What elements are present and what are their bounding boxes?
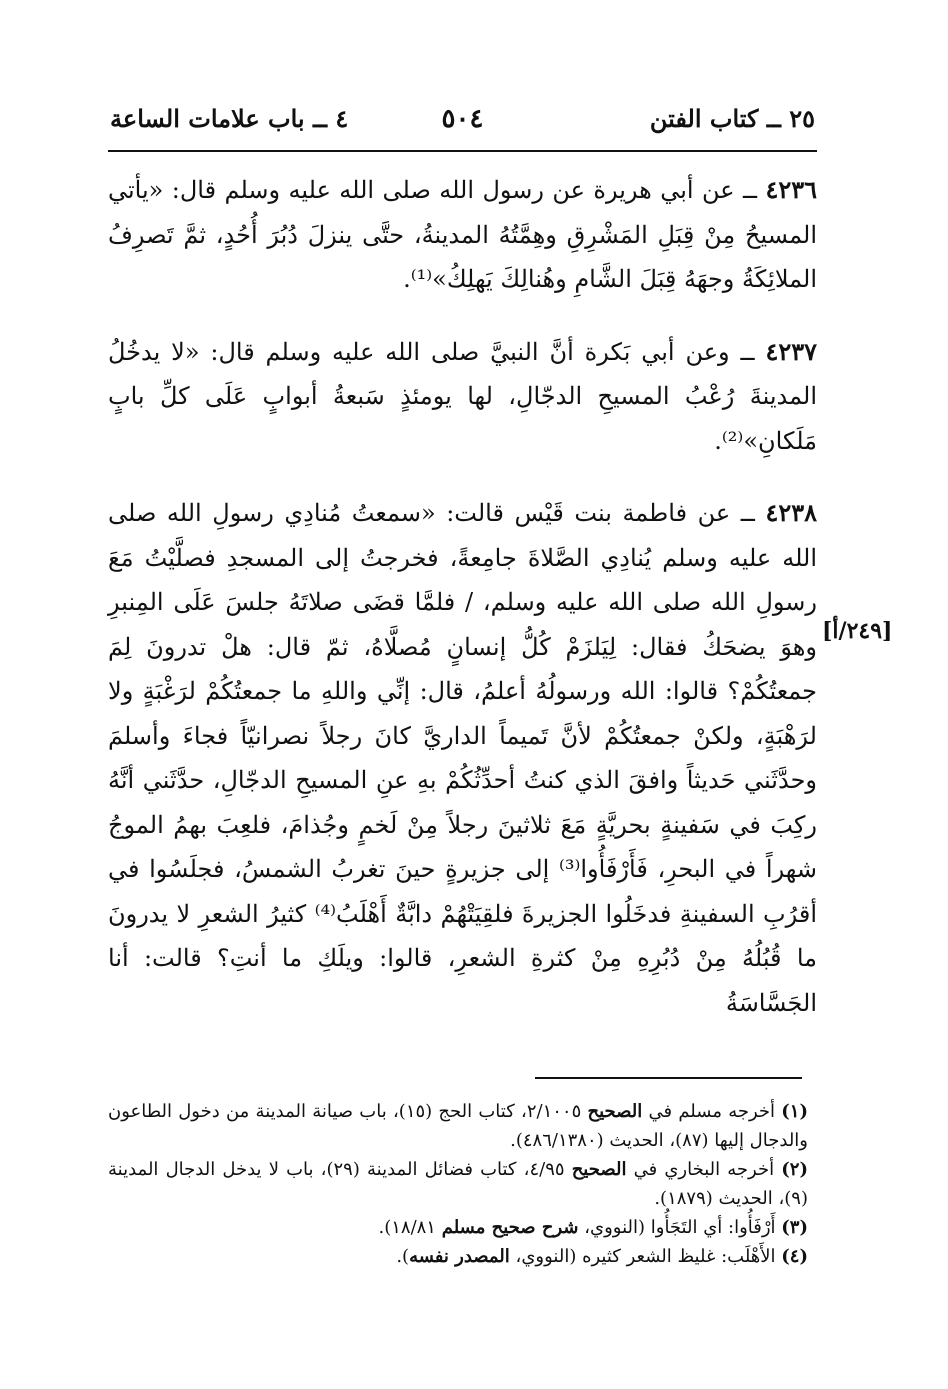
main-text (108, 168, 817, 1025)
header-divider (108, 150, 817, 152)
footnote-1: (١) أخرجه مسلم في الصحيح ٢/١٠٠٥، كتاب الحج (١٥)، باب صيانة المدينة من دخول الطاعون والدجال إليها (٨٧)، الحديث (٤٨٦/١٣٨٠). (108, 1101, 808, 1151)
running-header (110, 104, 815, 144)
chapter-title: ٢٥ ــ كتاب الفتن (649, 104, 815, 133)
footnote-3: (٣) أَرْفَأُوا: أي التَجَأُوا (النووي، شرح صحيح مسلم ١٨/٨١). (378, 1217, 808, 1238)
hadith-text: ــ عن أبي هريرة عن رسول الله صلى الله عليه وسلم قال: «يأتي المسيحُ مِنْ قِبَلِ المَشْرِقِ وهِمَّتُهُ المدينةُ، حتَّى ينزلَ دُبُرَ أُحُدٍ، ثمَّ تَصرِفُ الملائِكَةُ وجهَهُ قِبَلَ الشَّامِ وهُنالِكَ يَهلِكُ»⁽¹⁾. (108, 176, 818, 293)
footnote-number: (٤) (781, 1246, 808, 1267)
hadith-4236 (108, 168, 817, 302)
footnote-divider (535, 1077, 802, 1079)
hadith-4238 (108, 491, 817, 1025)
page-number: ٥٠٤ (441, 104, 484, 134)
footnotes (108, 1097, 808, 1271)
footnote-2: (٢) أخرجه البخاري في الصحيح ٤/٩٥، كتاب فضائل المدينة (٢٩)، باب لا يدخل الدجال المدينة (٩)، الحديث (١٨٧٩). (108, 1159, 808, 1209)
footnote-number: (١) (781, 1101, 808, 1122)
footnote-number: (٣) (781, 1217, 808, 1238)
manuscript-folio-marker: [٢٤٩/أ] (822, 618, 893, 644)
footnote-number: (٢) (781, 1159, 808, 1180)
hadith-number: ٤٢٣٦ (765, 175, 817, 204)
hadith-number: ٤٢٣٨ (765, 498, 817, 527)
hadith-4237 (108, 330, 817, 464)
footnote-4: (٤) الأَهْلَب: غليظ الشعر كثيره (النووي، المصدر نفسه). (396, 1246, 808, 1267)
hadith-text: ــ وعن أبي بَكرة أنَّ النبيَّ صلى الله عليه وسلم قال: «لا يدخُلُ المدينةَ رُعْبُ المسيحِ الدجّالِ، لها يومئذٍ سَبعةُ أبوابٍ عَلَى كلِّ بابٍ مَلَكانِ»⁽²⁾. (108, 337, 817, 455)
section-title: ٤ ــ باب علامات الساعة (110, 104, 349, 133)
hadith-text: ــ عن فاطمة بنت قَيْس قالت: «سمعتُ مُنادِي رسولِ الله صلى الله عليه وسلم يُنادِي الصَّلاةَ جامِعةً، فخرجتُ إلى المسجدِ فصلَّيْتُ مَعَ رسولِ الله صلى الله عليه وسلم، / فلمَّا قضَى صلاتَهُ جلسَ عَلَى المِنبرِ وهوَ يضحَكُ فقال: لِيَلزَمْ كُلُّ إنسانٍ مُصلَّاهُ، ثمّ قال: هلْ تدرونَ لِمَ جمعتُكُمْ؟ قالوا: الله ورسولُهُ أعلمُ، قال: إنِّي واللهِ ما جمعتُكُمْ لرَغْبَةٍ ولا لرَهْبَةٍ، ولكنْ جمعتُكُمْ لأنَّ تَميماً الداريَّ كانَ رجلاً نصرانيّاً فجاءَ وأسلمَ وحدَّثَني حَديثاً وافقَ الذي كنتُ أحدِّثُكُمْ بهِ عنِ المسيحِ الدجّالِ، حدَّثَني أنَّهُ ركِبَ في سَفينةٍ بحريَّةٍ مَعَ ثلاثينَ رجلاً مِنْ لَخمٍ وجُذامَ، فلعِبَ بهمُ الموجُ شهراً في البحرِ، فَأَرْفَأُوا⁽³⁾ إلى جزيرةٍ حينَ تغربُ الشمسُ، فجلَسُوا في أقرُبِ السفينةِ فدخَلُوا الجزيرةَ فلقِيَتْهُمْ دابَّةٌ أَهْلَبُ⁽⁴⁾ كثيرُ الشعرِ لا يدرونَ ما قُبُلُهُ مِنْ دُبُرِهِ مِنْ كثرةِ الشعرِ، قالوا: ويلَكِ ما أنتِ؟ قالت: أنا الجَسَّاسَةُ (108, 499, 818, 1017)
hadith-number: ٤٢٣٧ (765, 336, 817, 366)
